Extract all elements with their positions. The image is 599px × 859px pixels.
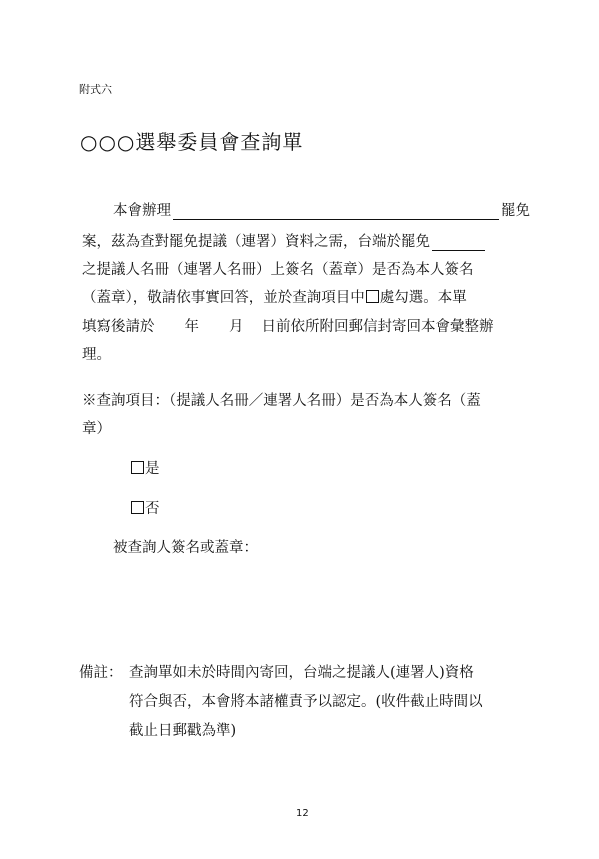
intro-line-2-start: 案，茲為查對罷免提議（連署）資料之需，台端於罷免 [82, 234, 430, 250]
note-line-3: 截止日郵戳為準) [129, 723, 237, 739]
intro-line-4-start: （蓋章），敬請依事實回答，並於查詢項目中 [82, 290, 365, 306]
intro-line-5-b: 年 [184, 319, 199, 335]
note-label: 備註： [79, 665, 123, 681]
intro-line-1 [113, 199, 530, 220]
option-yes-label: 是 [145, 461, 160, 477]
query-line-1: ※查詢項目：（提議人名冊／連署人名冊）是否為本人簽名（蓋 [82, 393, 481, 409]
intro-line-5 [82, 315, 494, 336]
intro-line-1-end: 罷免 [501, 203, 530, 219]
option-no[interactable] [130, 497, 160, 518]
intro-line-5-c: 月 [229, 319, 244, 335]
intro-line-3: 之提議人名冊（連署人名冊）上簽名（蓋章）是否為本人簽名 [82, 262, 474, 278]
recall-case-blank[interactable] [173, 205, 499, 220]
appendix-label: 附式六 [79, 83, 112, 96]
intro-line-1-start: 本會辦理 [113, 203, 171, 219]
query-line-2: 章） [82, 421, 111, 437]
note-line-1: 查詢單如未於時間內寄回，台端之提議人(連署人)資格 [129, 665, 474, 681]
signature-label: 被查詢人簽名或蓋章： [113, 540, 258, 556]
option-yes[interactable] [130, 457, 160, 478]
intro-line-5-d: 日前依所附回郵信封寄回本會彙整辦 [261, 319, 494, 335]
intro-line-4-end: 處勾選。本單 [379, 290, 467, 306]
inline-checkbox-icon [366, 290, 379, 303]
page-title: ○○○選舉委員會查詢單 [80, 130, 304, 154]
intro-line-5-a: 填寫後請於 [82, 319, 155, 335]
note-line-2: 符合與否，本會將本諸權責予以認定。(收件截止時間以 [129, 694, 483, 710]
option-no-label: 否 [145, 501, 160, 517]
yes-checkbox[interactable] [131, 461, 144, 474]
page-number: 12 [296, 808, 309, 819]
intro-line-2 [82, 230, 485, 251]
no-checkbox[interactable] [131, 501, 144, 514]
recall-target-blank[interactable] [432, 236, 485, 251]
intro-line-6: 理。 [82, 347, 111, 363]
intro-line-4 [82, 286, 467, 307]
